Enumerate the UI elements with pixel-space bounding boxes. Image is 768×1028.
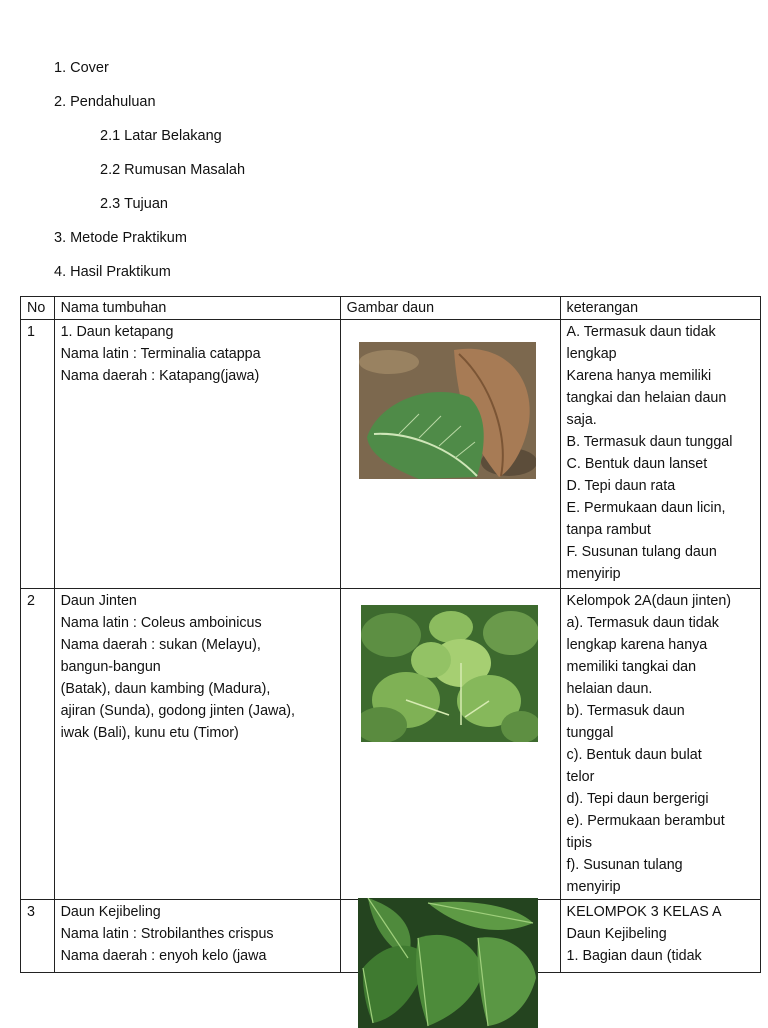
jinten-leaf-photo [361, 605, 538, 742]
text-line: tunggal [566, 725, 614, 741]
toc-number: 4. [54, 264, 67, 280]
text-line: b). Termasuk daun [566, 703, 685, 719]
text-line: d). Tepi daun bergerigi [566, 791, 709, 807]
text-line: telor [566, 769, 595, 785]
table-header-row [21, 297, 761, 320]
toc-label: Rumusan Masalah [124, 162, 246, 178]
cell-gambar-daun [340, 900, 560, 973]
text-line: ajiran (Sunda), godong jinten (Jawa), [60, 703, 296, 719]
header-nama-tumbuhan: Nama tumbuhan [54, 297, 340, 320]
text-line: D. Tepi daun rata [566, 478, 676, 494]
cell-no: 3 [21, 900, 55, 973]
text-line: B. Termasuk daun tunggal [566, 434, 733, 450]
text-line: E. Permukaan daun licin, [566, 500, 726, 516]
text-line: Daun Jinten [60, 593, 137, 609]
cell-nama-tumbuhan [54, 589, 340, 900]
table-row [21, 900, 761, 973]
results-table [20, 296, 761, 973]
header-no: No [21, 297, 55, 320]
toc-item-tujuan [100, 195, 168, 213]
table-row [21, 589, 761, 900]
toc-item-metode-praktikum [54, 229, 187, 247]
toc-label: Latar Belakang [124, 128, 222, 144]
cell-gambar-daun [340, 589, 560, 900]
text-line: a). Termasuk daun tidak [566, 615, 719, 631]
text-line: (Batak), daun kambing (Madura), [60, 681, 271, 697]
kejibeling-leaf-photo [358, 898, 538, 1028]
text-line: A. Termasuk daun tidak [566, 324, 716, 340]
toc-label: Metode Praktikum [70, 230, 187, 246]
text-line: Karena hanya memiliki [566, 368, 712, 384]
text-line: tanpa rambut [566, 522, 651, 538]
text-line: Daun Kejibeling [60, 904, 161, 920]
header-keterangan: keterangan [560, 297, 760, 320]
toc-number: 1. [54, 60, 67, 76]
text-line: e). Permukaan berambut [566, 813, 725, 829]
cell-keterangan [560, 589, 760, 900]
text-line: Kelompok 2A(daun jinten) [566, 593, 732, 609]
toc-number: 2.1 [100, 128, 121, 144]
table-row [21, 320, 761, 589]
toc-label: Cover [70, 60, 109, 76]
text-line: Nama daerah : sukan (Melayu), [60, 637, 261, 653]
text-line: Nama latin : Terminalia catappa [60, 346, 261, 362]
toc-label: Hasil Praktikum [70, 264, 171, 280]
text-line: lengkap karena hanya [566, 637, 708, 653]
text-line: lengkap [566, 346, 617, 362]
text-line: menyirip [566, 879, 621, 895]
toc-label: Tujuan [124, 196, 168, 212]
text-line: f). Susunan tulang [566, 857, 683, 873]
text-line: Nama latin : Strobilanthes crispus [60, 926, 274, 942]
text-line: helaian daun. [566, 681, 653, 697]
text-line: tangkai dan helaian daun [566, 390, 727, 406]
text-line: Daun Kejibeling [566, 926, 667, 942]
cell-no: 2 [21, 589, 55, 900]
cell-nama-tumbuhan [54, 320, 340, 589]
text-line: iwak (Bali), kunu etu (Timor) [60, 725, 239, 741]
text-line: F. Susunan tulang daun [566, 544, 717, 560]
text-line: bangun-bangun [60, 659, 161, 675]
cell-no: 1 [21, 320, 55, 589]
toc-item-rumusan-masalah [100, 161, 245, 179]
text-line: Nama daerah : enyoh kelo (jawa [60, 948, 267, 964]
text-line: tipis [566, 835, 592, 851]
text-line: 1. Bagian daun (tidak [566, 948, 702, 964]
toc-number: 2.3 [100, 196, 121, 212]
toc-number: 2.2 [100, 162, 121, 178]
toc-item-hasil-praktikum [54, 263, 171, 281]
text-line: Nama latin : Coleus amboinicus [60, 615, 262, 631]
ketapang-leaf-photo [359, 342, 536, 479]
toc-item-pendahuluan [54, 93, 156, 111]
text-line: memiliki tangkai dan [566, 659, 697, 675]
text-line: C. Bentuk daun lanset [566, 456, 708, 472]
text-line: saja. [566, 412, 597, 428]
toc-number: 3. [54, 230, 67, 246]
toc-item-cover [54, 59, 109, 77]
text-line: KELOMPOK 3 KELAS A [566, 904, 722, 920]
cell-gambar-daun [340, 320, 560, 589]
text-line: 1. Daun ketapang [60, 324, 174, 340]
text-line: Nama daerah : Katapang(jawa) [60, 368, 260, 384]
toc-item-latar-belakang [100, 127, 222, 145]
cell-keterangan [560, 320, 760, 589]
text-line: c). Bentuk daun bulat [566, 747, 702, 763]
cell-keterangan [560, 900, 760, 973]
toc-number: 2. [54, 94, 67, 110]
header-gambar-daun: Gambar daun [340, 297, 560, 320]
cell-nama-tumbuhan [54, 900, 340, 973]
toc-label: Pendahuluan [70, 94, 156, 110]
text-line: menyirip [566, 566, 621, 582]
